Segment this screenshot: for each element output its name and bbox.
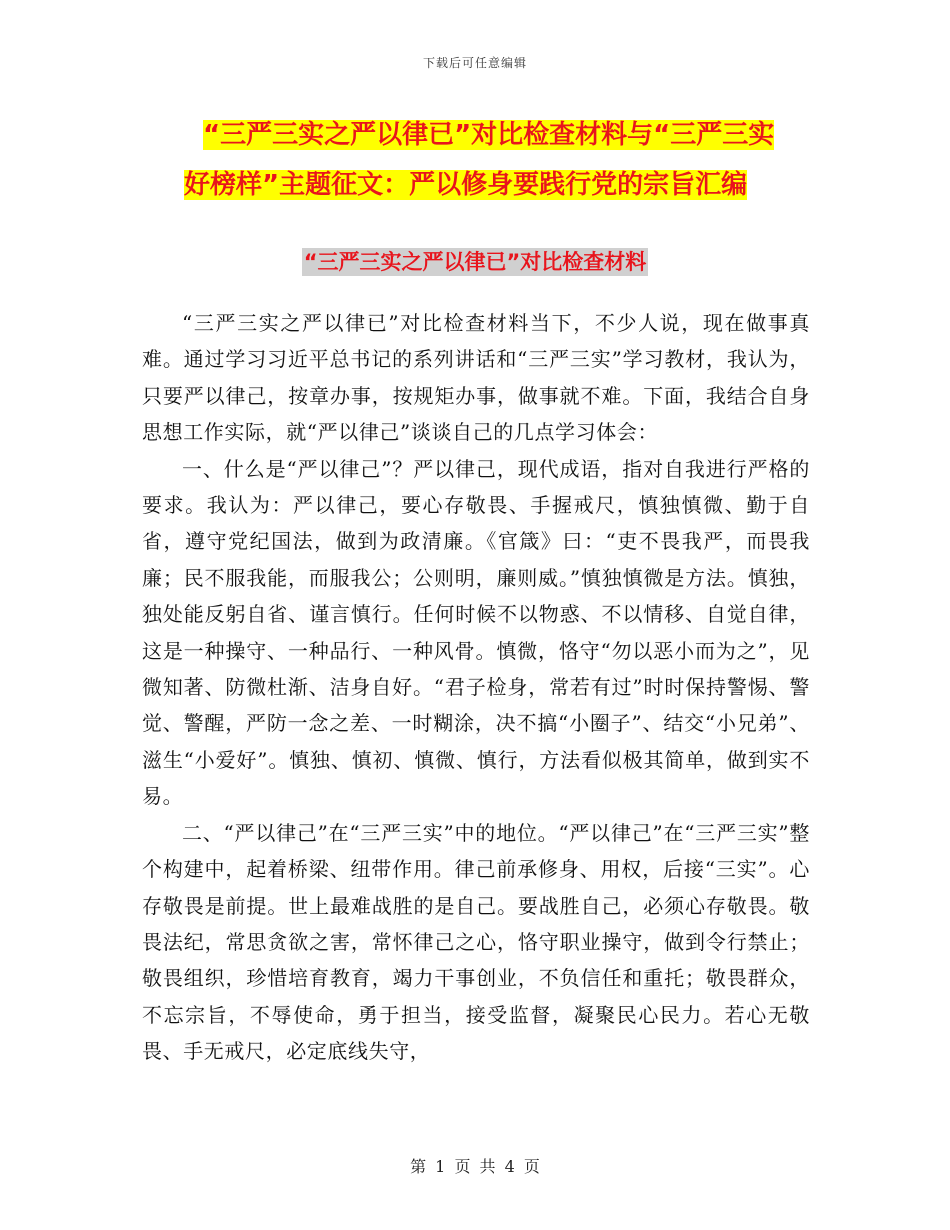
body-text xyxy=(142,305,810,1070)
main-title xyxy=(184,110,814,210)
paragraph-section-one: 一、什么是“严以律己”？严以律己，现代成语，指对自我进行严格的要求。我认为：严以律己，要心存敬畏、手握戒尺，慎独慎微、勤于自省，遵守党纪国法，做到为政清廉。《官箴》曰：“吏不畏我严，而畏我廉；民不服我能，而服我公；公则明，廉则威。”慎独慎微是方法。慎独，独处能反躬自省、谨言慎行。任何时候不以物惑、不以情移、自觉自律，这是一种操守、一种品行、一种风骨。慎微，恪守“勿以恶小而为之”，见微知著、防微杜渐、洁身自好。“君子检身，常若有过”时时保持警惕、警觉、警醒，严防一念之差、一时糊涂，决不搞“小圈子”、结交“小兄弟”、滋生“小爱好”。慎独、慎初、慎微、慎行，方法看似极其简单，做到实不易。 xyxy=(142,456,810,809)
main-title-line-1: “三严三实之严以律已”对比检查材料与“三严三实 xyxy=(203,120,775,150)
section-title xyxy=(0,244,950,280)
paragraph-intro: “三严三实之严以律已”对比检查材料当下，不少人说，现在做事真难。通过学习习近平总书记的系列讲话和“三严三实”学习教材，我认为，只要严以律己，按章办事，按规矩办事，做事就不难。下面，我结合自身思想工作实际，就“严以律己”谈谈自己的几点学习体会： xyxy=(142,311,810,445)
paragraph-section-two: 二、“严以律己”在“三严三实”中的地位。“严以律己”在“三严三实”整个构建中，起着桥梁、纽带作用。律己前承修身、用权，后接“三实”。心存敬畏是前提。世上最难战胜的是自己。要战胜自己，必须心存敬畏。敬畏法纪，常思贪欲之害，常怀律己之心，恪守职业操守，做到令行禁止；敬畏组织，珍惜培育教育，竭力干事创业，不负信任和重托；敬畏群众，不忘宗旨，不辱使命，勇于担当，接受监督，凝聚民心民力。若心无敬畏、手无戒尺，必定底线失守， xyxy=(142,820,810,1064)
main-title-line-2: 好榜样”主题征文：严以修身要践行党的宗旨汇编 xyxy=(184,170,748,200)
header-note: 下载后可任意编辑 xyxy=(422,56,527,70)
page-footer: 第 1 页 共 4 页 xyxy=(410,1157,540,1176)
section-title-text: “三严三实之严以律已”对比检查材料 xyxy=(303,250,647,274)
